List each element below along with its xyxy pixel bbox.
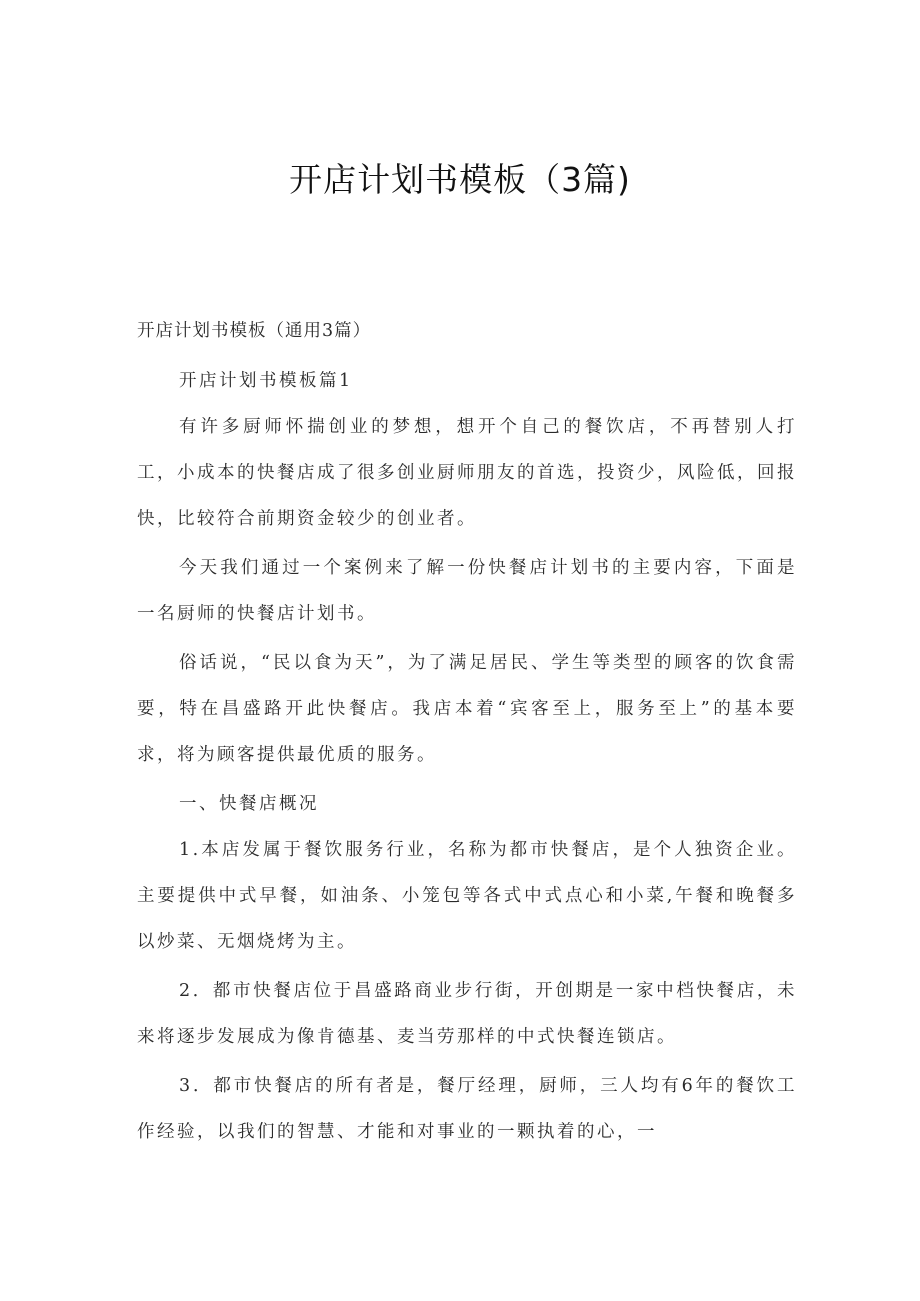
paragraph-saying: 俗话说，“民以食为天”，为了满足居民、学生等类型的顾客的饮食需要，特在昌盛路开此快餐店。我店本着“宾客至上，服务至上”的基本要求，将为顾客提供最优质的服务。 xyxy=(137,653,797,765)
document-title: 开店计划书模板（3篇) xyxy=(289,160,631,199)
document-body xyxy=(137,308,797,1155)
paragraph-case: 今天我们通过一个案例来了解一份快餐店计划书的主要内容，下面是一名厨师的快餐店计划书。 xyxy=(137,558,797,624)
paragraph-item-3: 3．都市快餐店的所有者是，餐厅经理，厨师，三人均有6年的餐饮工作经验，以我们的智慧、才能和对事业的一颗执着的心，一 xyxy=(137,1076,797,1142)
section-heading: 开店计划书模板篇1 xyxy=(179,371,353,391)
overview-heading: 一、快餐店概况 xyxy=(179,794,319,814)
paragraph-item-2: 2．都市快餐店位于昌盛路商业步行街，开创期是一家中档快餐店，未来将逐步发展成为像肯德基、麦当劳那样的中式快餐连锁店。 xyxy=(137,981,797,1047)
paragraph-intro: 有许多厨师怀揣创业的梦想，想开个自己的餐饮店，不再替别人打工，小成本的快餐店成了很多创业厨师朋友的首选，投资少，风险低，回报快，比较符合前期资金较少的创业者。 xyxy=(137,417,797,529)
paragraph-item-1: 1.本店发属于餐饮服务行业，名称为都市快餐店，是个人独资企业。主要提供中式早餐，如油条、小笼包等各式中式点心和小菜,午餐和晚餐多以炒菜、无烟烧烤为主。 xyxy=(137,840,797,952)
document-subtitle: 开店计划书模板（通用3篇） xyxy=(137,321,372,341)
